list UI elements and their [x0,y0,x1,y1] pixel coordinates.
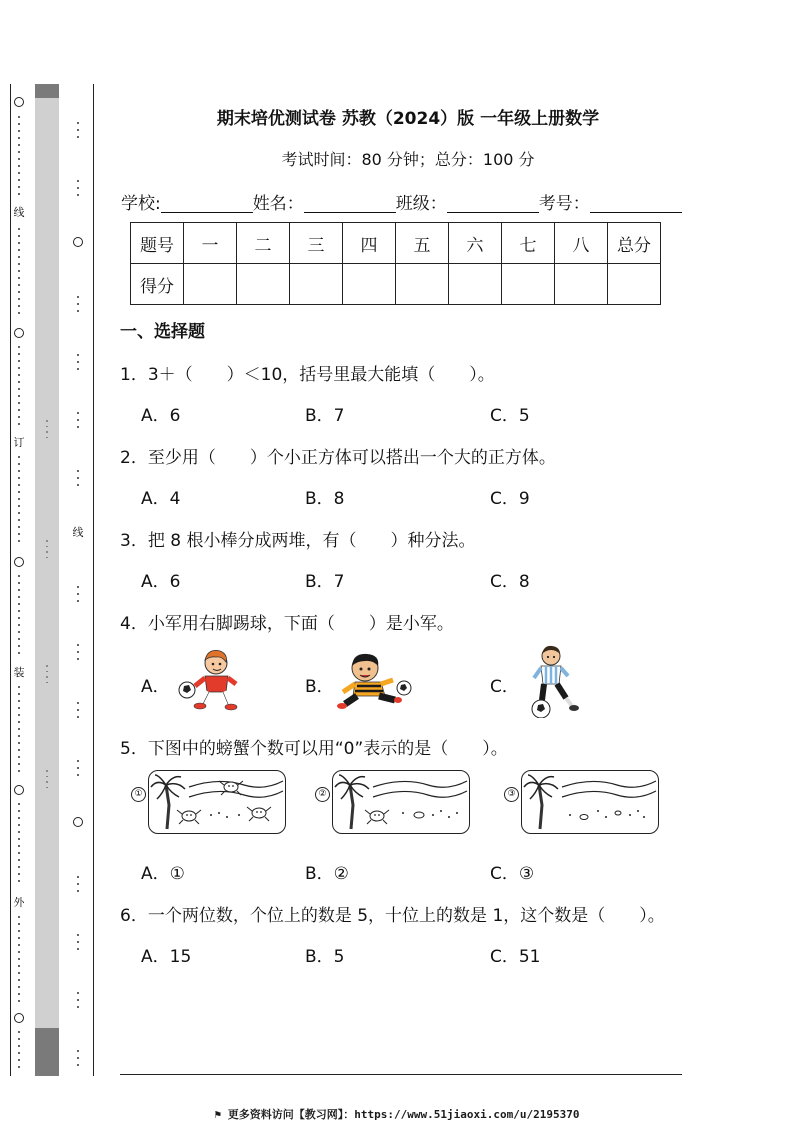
inner-dots [77,122,79,143]
crab-panel-3 [521,770,659,834]
score-cell: 四 [343,223,396,264]
school-blank[interactable] [161,194,253,213]
gutter-strip [35,84,59,1076]
exam-number-label: 考号： [538,194,590,214]
name-blank[interactable] [304,194,396,213]
score-table-header-row [131,223,661,264]
class-label: 班级： [395,194,447,214]
score-input-cell[interactable] [343,264,396,305]
score-input-cell[interactable] [396,264,449,305]
score-table-score-row [131,264,661,305]
margin-dots [18,346,20,430]
name-label: 姓名： [252,194,304,214]
q1-option-b[interactable]: B．7 [305,406,345,426]
score-input-cell[interactable] [290,264,343,305]
inner-dots [77,644,79,665]
inner-dots [77,876,79,897]
inner-dots [77,934,79,955]
score-cell: 六 [449,223,502,264]
footer-bar [0,1106,794,1122]
score-input-cell[interactable] [449,264,502,305]
margin-label-zhuang: 装 [13,666,25,679]
score-input-cell[interactable] [184,264,237,305]
score-cell: 二 [237,223,290,264]
margin-circle [14,328,24,338]
panel-number-2: ② [315,787,330,802]
flag-icon: ⚑ [214,1108,228,1121]
q4-option-a[interactable]: A． [141,677,170,697]
q2-option-b[interactable]: B．8 [305,489,345,509]
q3-option-c[interactable]: C．8 [490,572,530,592]
q2-option-c[interactable]: C．9 [490,489,530,509]
q5-option-a[interactable]: A．① [141,864,185,884]
score-cell: 一 [184,223,237,264]
crab-scene-2-image [333,771,469,833]
inner-dots [77,412,79,433]
crab-panel-1 [148,770,286,834]
score-row-label: 得分 [131,264,184,305]
margin-dots [18,228,20,319]
margin-dots [18,575,20,659]
q5-option-c[interactable]: C．③ [490,864,535,884]
boy-kicking-b-image[interactable] [335,652,415,710]
q3-option-a[interactable]: A．6 [141,572,181,592]
inner-dots [77,180,79,201]
score-input-cell[interactable] [237,264,290,305]
footer-rule [120,1074,682,1075]
inner-dots [77,586,79,607]
margin-circle [14,1013,24,1023]
strip-dots [46,540,48,562]
score-cell: 八 [555,223,608,264]
q1-option-a[interactable]: A．6 [141,406,181,426]
margin-circle [14,97,24,107]
inner-dots [77,470,79,491]
margin-dots [18,116,20,200]
margin-circle [14,785,24,795]
inner-dots [77,702,79,723]
question-2: 2．至少用（ ）个小正方体可以搭出一个大的正方体。 [120,448,556,468]
exam-subtitle: 考试时间：80 分钟；总分：100 分 [281,150,535,169]
student-info-fields [121,189,682,214]
panel-number-3: ③ [504,787,519,802]
q2-option-a[interactable]: A．4 [141,489,181,509]
footer-link[interactable]: 更多资料访问【教习网】：https://www.51jiaoxi.com/u/2195370 [227,1108,580,1121]
strip-dots [46,420,48,442]
margin-dots [18,456,20,547]
inner-circle [73,817,83,827]
boy-kicking-c-image[interactable] [528,644,584,718]
margin-dots [18,1031,20,1073]
score-cell: 题号 [131,223,184,264]
q6-option-b[interactable]: B．5 [305,947,345,967]
q4-option-b[interactable]: B． [305,677,334,697]
score-input-cell[interactable] [502,264,555,305]
q6-option-c[interactable]: C．51 [490,947,541,967]
score-table [130,222,661,305]
crab-scene-3-image [522,771,658,833]
inner-dots [77,354,79,375]
margin-label-ding: 订 [13,436,25,449]
inner-dots [77,296,79,317]
score-cell: 七 [502,223,555,264]
question-5: 5．下图中的螃蟹个数可以用“0”表示的是（ ）。 [120,739,508,759]
inner-label-xian: 线 [72,526,84,539]
class-blank[interactable] [447,194,539,213]
school-label: 学校: [121,194,161,214]
inner-dots [77,760,79,781]
question-4: 4．小军用右脚踢球，下面（ ）是小军。 [120,614,454,634]
margin-dots [18,803,20,887]
margin-circle [14,557,24,567]
q5-option-b[interactable]: B．② [305,864,349,884]
score-input-cell[interactable] [555,264,608,305]
strip-dots [46,665,48,687]
inner-circle [73,237,83,247]
question-6: 6．一个两位数，个位上的数是 5，十位上的数是 1，这个数是（ ）。 [120,906,665,926]
score-cell: 总分 [608,223,661,264]
question-1: 1．3＋（ ）＜10，括号里最大能填（ ）。 [120,365,495,385]
question-3: 3．把 8 根小棒分成两堆，有（ ）种分法。 [120,531,476,551]
section-title: 一、选择题 [120,322,205,342]
score-cell: 五 [396,223,449,264]
boy-kicking-a-image[interactable] [176,648,246,712]
strip-dots [46,770,48,792]
q6-option-a[interactable]: A．15 [141,947,192,967]
margin-label-xian: 线 [13,206,25,219]
q4-option-c[interactable]: C． [490,677,519,697]
inner-dots [77,1050,79,1071]
margin-dots [18,916,20,1007]
inner-dots [77,992,79,1013]
q3-option-b[interactable]: B．7 [305,572,345,592]
q1-option-c[interactable]: C．5 [490,406,530,426]
panel-number-1: ① [131,787,146,802]
score-cell: 三 [290,223,343,264]
crab-scene-1-image [149,771,285,833]
exam-title: 期末培优测试卷 苏教（2024）版 一年级上册数学 [216,109,600,129]
crab-panel-2 [332,770,470,834]
margin-label-wai: 外 [13,896,25,909]
margin-dots [18,686,20,777]
score-input-cell[interactable] [608,264,661,305]
exam-number-blank[interactable] [590,194,682,213]
